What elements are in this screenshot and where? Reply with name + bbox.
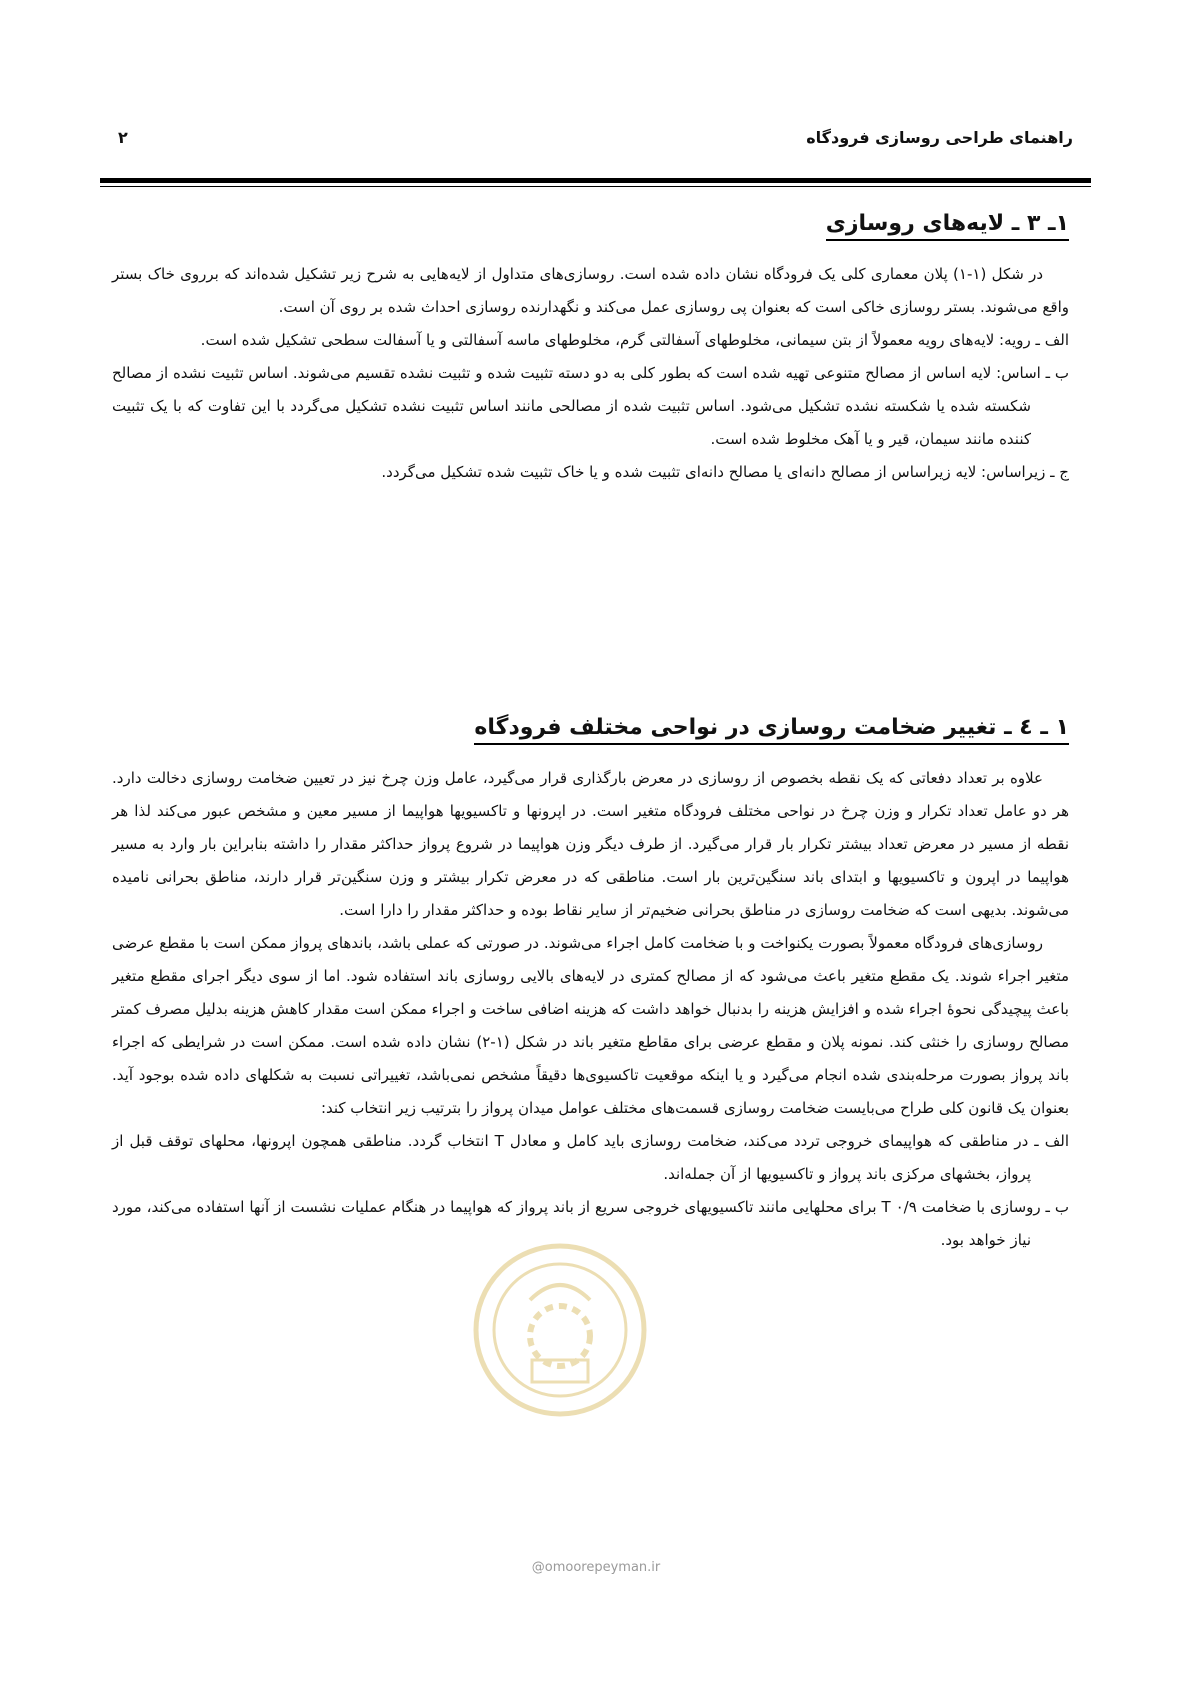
list-item: ب ـ اساس: لایه اساس از مصالح متنوعی تهیه شده است که بطور کلی به دو دسته تثبیت شده و تثبیت نشده تقسیم می‌شوند. اساس تثبیت نشده از مصالح شکسته شده یا شکسته نشده تشکیل می‌شود. اساس تثبیت شده از مصالحی مانند اساس تثبیت نشده تشکیل می‌گردد با این تفاوت که با یک تثبیت کننده مانند سیمان، قیر و یا آهک مخلوط شده است. [112,364,1069,448]
watermark-url: @omoorepeyman.ir [531,1560,661,1575]
list-item: ب ـ روسازی با ضخامت ۰/۹ T برای محلهایی مانند تاکسیویهای خروجی سریع از باند پرواز که هواپیما در هنگام عملیات نشست از آنها استفاده می‌کند، مورد نیاز خواهد بود. [112,1198,1069,1249]
list-item: الف ـ در مناطقی که هواپیمای خروجی تردد می‌کند، ضخامت روسازی باید کامل و معادل T انتخاب گردد. مناطقی همچون اپرونها، محلهای توقف قبل از پرواز، بخشهای مرکزی باند پرواز و تاکسیویها از آن جمله‌اند. [112,1132,1070,1183]
book-title: راهنمای طراحی روسازی فرودگاه [806,128,1073,147]
section-heading-text: ۱ـ ۳ ـ لایه‌های روسازی [826,211,1069,241]
section-pavement-layers [112,206,1069,489]
list-item: الف ـ رویه: لایه‌های رویه معمولاً از بتن سیمانی، مخلوطهای آسفالتی گرم، مخلوطهای ماسه آسفالتی و یا آسفالت سطحی تشکیل شده است. [200,331,1069,349]
section-thickness-variation [112,710,1069,1257]
paragraph: علاوه بر تعداد دفعاتی که یک نقطه بخصوص از روسازی در معرض بارگذاری قرار می‌گیرد، عامل وزن چرخ نیز در تعیین ضخامت روسازی دخالت دارد. هر دو عامل تعداد تکرار و وزن چرخ در نواحی مختلف فرودگاه متغیر است. در اپرونها و تاکسیویها هواپیما از مسیر معین و مشخص عبور می‌کند لذا هر نقطه از مسیر در معرض تعداد بیشتر تکرار بار قرار می‌گیرد. از طرف دیگر وزن هواپیما در شروع پرواز حداکثر مقدار را داشته بنابراین بار وارد به مسیر هواپیما در اپرون و تاکسیویها و ابتدای باند سنگین‌ترین بار است. مناطقی که در معرض تکرار بیشتر و وزن سنگین‌تر قرار دارند، مناطق بحرانی نامیده می‌شوند. بدیهی است که ضخامت روسازی در مناطق بحرانی ضخیم‌تر از سایر نقاط بوده و حداکثر مقدار را دارا است. [112,769,1069,919]
section-heading [112,206,1069,242]
running-header [118,128,1073,152]
section-heading [112,710,1069,746]
paragraph: روسازی‌های فرودگاه معمولاً بصورت یکنواخت و با ضخامت کامل اجراء می‌شوند. در صورتی که عملی باشد، باندهای پرواز ممکن است با مقطع عرضی متغیر اجراء شوند. یک مقطع متغیر باعث می‌شود که از مصالح کمتری در لایه‌های بالایی روسازی باند استفاده شود. اما از سوی دیگر اجرای مقطع متغیر باعث پیچیدگی نحوهٔ اجراء شده و افزایش هزینه را بدنبال خواهد داشت که هزینه اضافی ساخت و اجراء ممکن است مقدار کاهش هزینه بدلیل مصرف کمتر مصالح روسازی را خنثی کند. نمونه پلان و مقطع عرضی برای مقاطع متغیر باند در شکل (۱-۲) نشان داده شده است. ممکن است در شرایطی که اجراء باند پرواز بصورت مرحله‌بندی شده انجام می‌گیرد و یا اینکه موقعیت تاکسیوی‌ها دقیقاً مشخص نمی‌باشد، تغییراتی نسبت به شکلهای داده شده بوجود آید. بعنوان یک قانون کلی طراح می‌بایست ضخامت روسازی قسمت‌های مختلف عوامل میدان پرواز را بترتیب زیر انتخاب کند: [112,934,1069,1117]
page-number: ۲ [118,128,128,147]
header-rule-thick [100,178,1091,183]
header-rule-thin [100,186,1091,187]
list-item: ج ـ زیراساس: لایه زیراساس از مصالح دانه‌ای یا مصالح دانه‌ای تثبیت شده و یا خاک تثبیت شده تشکیل می‌گردد. [381,463,1069,481]
paragraph: در شکل (۱-۱) پلان معماری کلی یک فرودگاه نشان داده شده است. روسازی‌های متداول از لایه‌هایی به شرح زیر تشکیل شده‌اند که برروی خاک بستر واقع می‌شوند. بستر روسازی خاکی است که بعنوان پی روسازی عمل می‌کند و نگهدارنده روسازی احداث شده بر روی آن است. [112,265,1069,316]
watermark-seal-icon [470,1240,650,1420]
section-heading-text: ۱ ـ ٤ ـ تغییر ضخامت روسازی در نواحی مختلف فرودگاه [474,715,1069,745]
